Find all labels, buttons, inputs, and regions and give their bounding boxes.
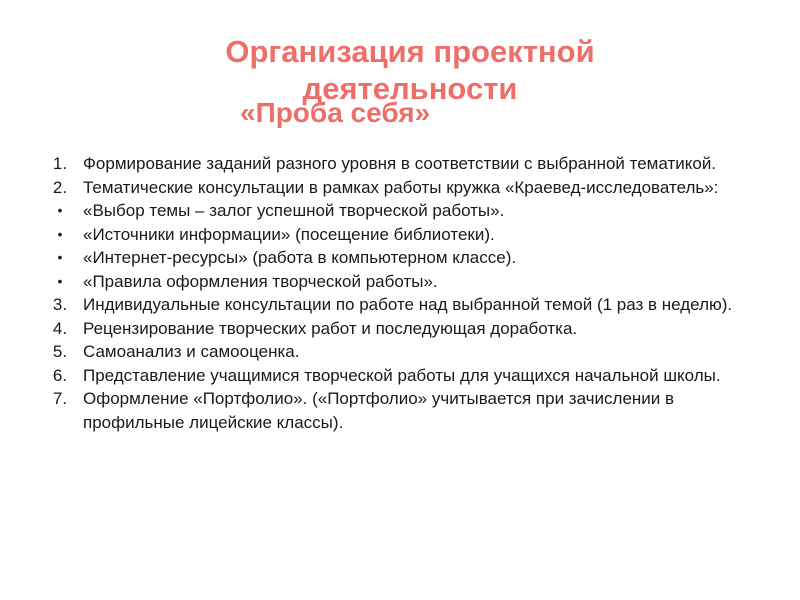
list-item-text: «Источники информации» (посещение библиотеки). <box>83 224 495 244</box>
content-list <box>40 152 780 434</box>
list-item-7 <box>40 387 780 434</box>
list-number: 7. <box>52 389 68 408</box>
list-item-1 <box>40 152 780 176</box>
list-item-text: Представление учащимися творческой работы для учащихся начальной школы. <box>83 365 721 385</box>
page-subtitle: «Проба себя» <box>240 97 431 128</box>
list-number: 4. <box>52 318 68 338</box>
list-item-text: «Правила оформления творческой работы». <box>83 271 438 291</box>
list-item-text: Рецензирование творческих работ и последующая доработка. <box>83 318 578 338</box>
list-item-5 <box>40 340 780 364</box>
list-item-3 <box>40 293 780 317</box>
list-item-text: Тематические консультации в рамках работы кружка «Краевед-исследователь»: <box>83 177 719 197</box>
list-subitem-1 <box>40 199 780 223</box>
page-title-line1: Организация проектной <box>225 34 595 69</box>
list-number: 3. <box>52 295 68 314</box>
bullet-icon: • <box>57 272 63 289</box>
list-number: 2. <box>52 177 68 197</box>
list-number: 5. <box>52 342 68 361</box>
list-subitem-2 <box>40 223 780 247</box>
list-item-text: «Выбор темы – залог успешной творческой работы». <box>83 201 505 220</box>
bullet-icon: • <box>57 249 63 265</box>
list-item-text: «Интернет-ресурсы» (работа в компьютерном классе). <box>83 248 517 267</box>
list-number: 1. <box>52 154 68 173</box>
list-item-text: Индивидуальные консультации по работе над выбранной темой (1 раз в неделю). <box>83 295 733 314</box>
page-title-line2: деятельности <box>302 71 518 106</box>
list-item-4 <box>40 317 780 341</box>
list-item-text: Оформление «Портфолио». («Портфолио» учитывается при зачислении в профильные лицейские классы). <box>83 389 675 432</box>
list-subitem-4 <box>40 270 780 294</box>
list-subitem-3 <box>40 246 780 270</box>
list-item-text: Формирование заданий разного уровня в соответствии с выбранной тематикой. <box>83 154 717 173</box>
bullet-icon: • <box>57 202 63 218</box>
list-item-6 <box>40 364 780 388</box>
list-item-text: Самоанализ и самооценка. <box>83 342 300 361</box>
bullet-icon: • <box>57 225 63 242</box>
list-item-2 <box>40 176 780 200</box>
list-number: 6. <box>52 365 68 385</box>
